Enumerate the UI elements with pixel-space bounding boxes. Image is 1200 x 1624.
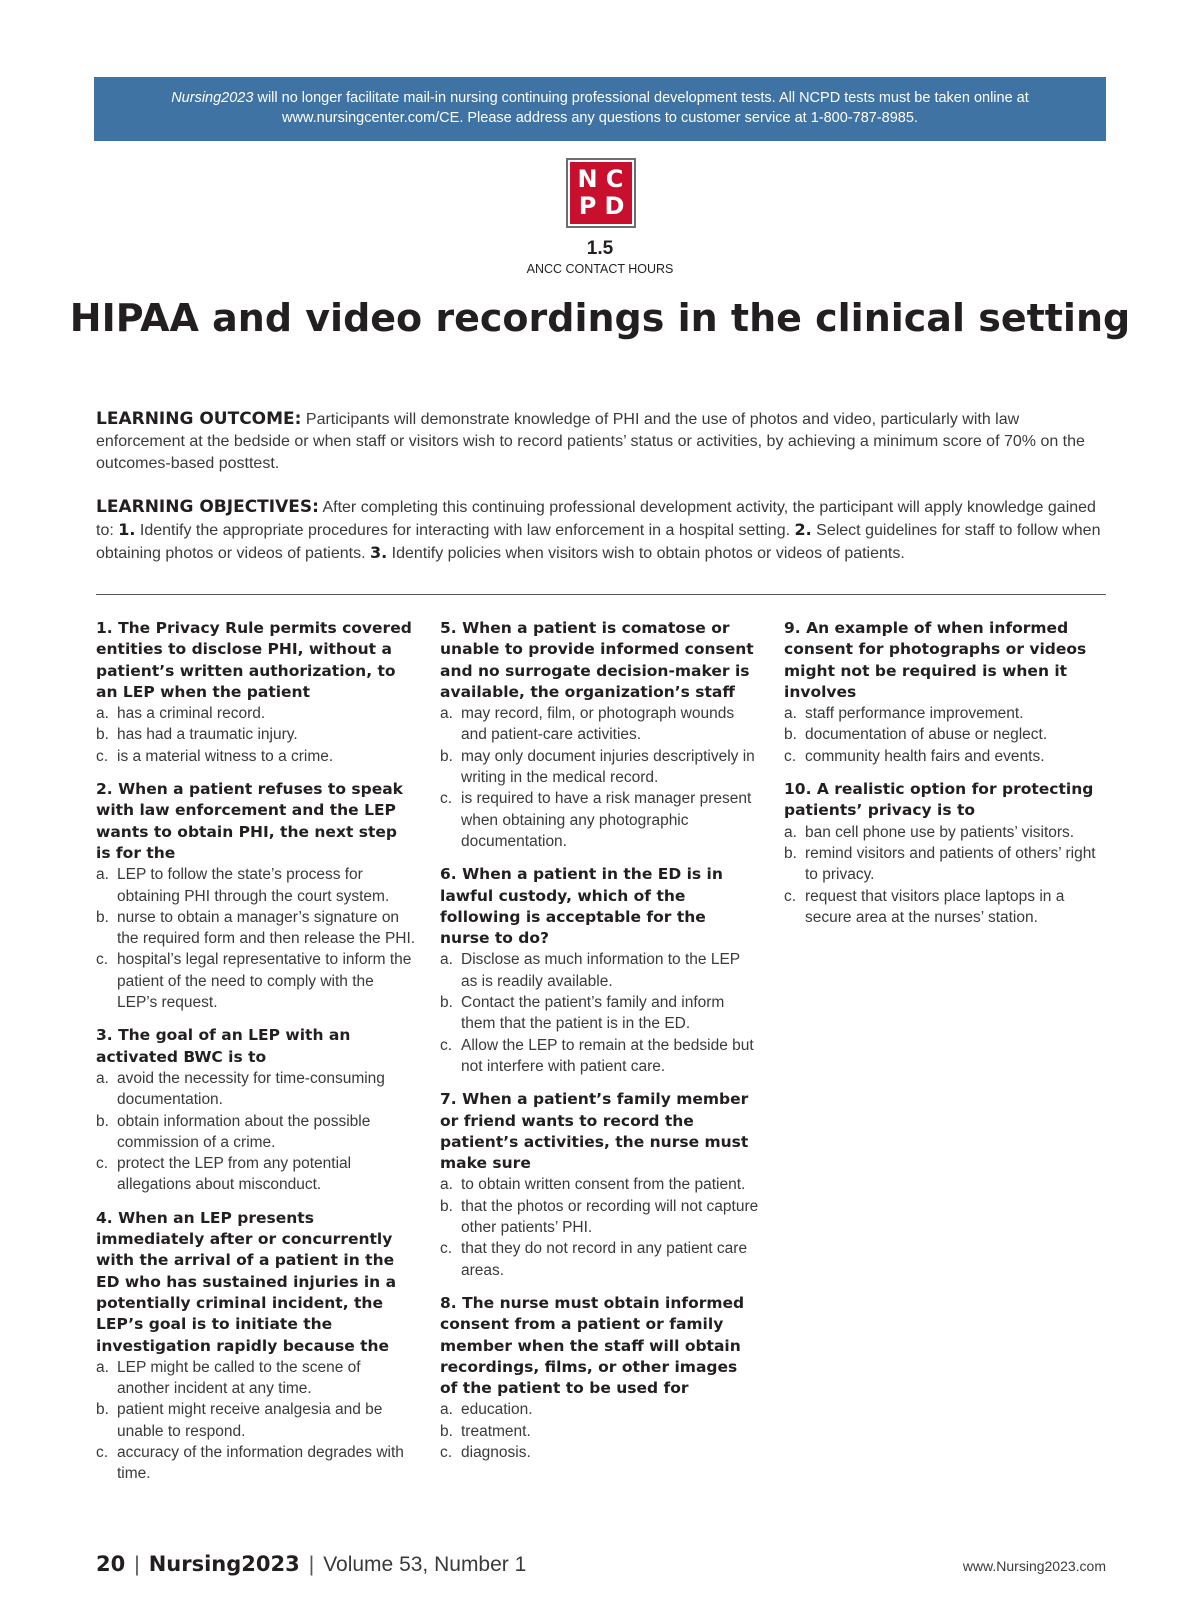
option-letter: c. xyxy=(440,1036,453,1054)
notice-magazine-name: Nursing2023 xyxy=(171,90,254,106)
option-text: request that visitors place laptops in a secure area at the nurses’ station. xyxy=(805,887,1065,926)
option-text: education. xyxy=(461,1401,533,1419)
question-stem: 9. An example of when informed consent for photographs or videos might not be required is when it involves xyxy=(784,619,1087,701)
option-text: is required to have a risk manager present when obtaining any photographic documentation. xyxy=(461,790,752,850)
option-letter: b. xyxy=(440,1197,453,1215)
option-letter: a. xyxy=(96,1069,109,1087)
option-letter: c. xyxy=(440,1240,453,1258)
answer-option xyxy=(784,703,1104,724)
questions-column-2 xyxy=(440,618,760,1475)
logo-letter-n: N xyxy=(577,165,598,193)
question xyxy=(96,1208,416,1485)
option-text: is a material witness to a crime. xyxy=(117,747,334,765)
answer-option xyxy=(440,703,760,746)
answer-option xyxy=(440,1035,760,1078)
contact-hours-label: ANCC CONTACT HOURS xyxy=(526,262,674,276)
question-stem: 8. The nurse must obtain informed consent from a patient or family member when the staff will obtain recordings, films, or other images of the patient to be used for xyxy=(440,1293,745,1398)
option-letter: b. xyxy=(96,726,109,744)
option-text: avoid the necessity for time-consuming documentation. xyxy=(117,1069,385,1109)
option-text: LEP might be called to the scene of another incident at any time. xyxy=(117,1358,361,1398)
questions-column-1 xyxy=(96,618,416,1497)
option-letter: a. xyxy=(96,1358,109,1376)
objective-number: 1. xyxy=(118,520,136,539)
option-text: community health fairs and events. xyxy=(805,747,1045,765)
answer-option xyxy=(96,1153,416,1196)
logo-letter-d: D xyxy=(604,192,625,220)
option-text: patient might receive analgesia and be unable to respond. xyxy=(117,1401,383,1440)
option-text: has had a traumatic injury. xyxy=(117,726,298,744)
answer-option xyxy=(96,907,416,950)
question xyxy=(96,618,416,767)
learning-objectives-intro: After completing this continuing professional development activity, the participant will apply knowledge gained to: xyxy=(96,499,1096,539)
option-letter: a. xyxy=(440,1176,453,1194)
learning-outcome-text: Participants will demonstrate knowledge of PHI and the use of photos and video, particularly with law enforcement at the bedside or when staff or visitors wish to record patients’ status or activities, by achieving a minimum score of 70% on the outcomes-based posttest. xyxy=(96,411,1085,472)
question-stem: 2. When a patient refuses to speak with law enforcement and the LEP wants to obtain PHI, the next step is for the xyxy=(96,780,403,862)
answer-option xyxy=(784,724,1104,745)
option-letter: c. xyxy=(784,747,797,765)
option-letter: a. xyxy=(784,823,797,841)
answer-option xyxy=(440,949,760,992)
option-letter: b. xyxy=(784,726,797,744)
question xyxy=(96,1025,416,1195)
question xyxy=(440,1293,760,1463)
option-text: that they do not record in any patient care areas. xyxy=(461,1240,748,1279)
option-text: hospital’s legal representative to inform the patient of the need to comply with the LEP’s request. xyxy=(117,951,412,1012)
notice-text: will no longer facilitate mail-in nursing continuing professional development tests. All NCPD tests must be taken online at xyxy=(253,90,1029,106)
option-letter: c. xyxy=(440,1443,453,1461)
option-text: obtain information about the possible commission of a crime. xyxy=(117,1112,371,1151)
objective-number: 2. xyxy=(794,520,812,539)
answer-option xyxy=(96,1357,416,1400)
option-text: treatment. xyxy=(461,1422,531,1440)
logo-letter-p: P xyxy=(578,192,597,220)
answer-option xyxy=(440,1399,760,1420)
answer-option xyxy=(440,1421,760,1442)
option-letter: c. xyxy=(96,1443,109,1461)
footer-separator: | xyxy=(308,1553,315,1576)
answer-option xyxy=(96,1068,416,1111)
magazine-name: Nursing2023 xyxy=(148,1552,300,1576)
option-letter: b. xyxy=(96,908,109,926)
option-text: that the photos or recording will not capture other patients’ PHI. xyxy=(461,1197,759,1237)
volume-info: Volume 53, Number 1 xyxy=(323,1553,527,1576)
option-text: ban cell phone use by patients’ visitors. xyxy=(805,823,1075,841)
option-letter: c. xyxy=(96,747,109,765)
option-text: staff performance improvement. xyxy=(805,705,1024,723)
option-letter: a. xyxy=(784,705,797,723)
ncpd-logo xyxy=(566,158,636,228)
question xyxy=(440,864,760,1077)
footer-separator: | xyxy=(134,1553,140,1576)
footer-website: www.Nursing2023.com xyxy=(962,1558,1106,1574)
answer-option xyxy=(440,788,760,852)
page-title: HIPAA and video recordings in the clinical setting xyxy=(69,296,1131,340)
notice-banner xyxy=(94,77,1106,141)
option-text: Contact the patient’s family and inform them that the patient is in the ED. xyxy=(461,994,725,1033)
question-stem: 7. When a patient’s family member or friend wants to record the patient’s activities, the nurse must make sure xyxy=(440,1090,749,1173)
option-text: documentation of abuse or neglect. xyxy=(805,726,1048,744)
option-letter: a. xyxy=(440,1401,453,1419)
objective-text: Identify policies when visitors wish to obtain photos or videos of patients. xyxy=(387,545,905,562)
answer-option xyxy=(440,1196,760,1239)
answer-option xyxy=(96,864,416,907)
section-divider xyxy=(96,594,1106,595)
option-text: nurse to obtain a manager’s signature on the required form and then release the PHI. xyxy=(117,908,416,948)
objective-text: Identify the appropriate procedures for interacting with law enforcement in a hospital setting. xyxy=(135,522,795,539)
learning-outcome xyxy=(96,408,1106,475)
option-text: diagnosis. xyxy=(461,1443,531,1461)
notice-line-2: www.nursingcenter.com/CE. Please address any questions to customer service at 1-800-787-8985. xyxy=(282,110,918,126)
question-stem: 10. A realistic option for protecting patients’ privacy is to xyxy=(784,780,1094,820)
answer-option xyxy=(784,746,1104,767)
answer-option xyxy=(784,886,1104,929)
answer-option xyxy=(96,1111,416,1154)
answer-option xyxy=(440,746,760,789)
option-text: LEP to follow the state’s process for obtaining PHI through the court system. xyxy=(117,866,390,905)
option-letter: c. xyxy=(784,887,797,905)
option-text: Disclose as much information to the LEP as is readily available. xyxy=(461,951,740,990)
question xyxy=(440,618,760,852)
option-text: protect the LEP from any potential allegations about misconduct. xyxy=(117,1155,352,1194)
option-letter: c. xyxy=(96,951,109,969)
logo-letter-c: C xyxy=(605,165,624,193)
objective-text: Select guidelines for staff to follow when obtaining photos or videos of patients. xyxy=(96,522,1101,562)
answer-option xyxy=(784,822,1104,843)
option-letter: a. xyxy=(440,951,453,969)
question xyxy=(784,618,1104,767)
option-letter: b. xyxy=(96,1401,109,1419)
option-text: has a criminal record. xyxy=(117,705,266,723)
option-letter: b. xyxy=(440,747,453,765)
objective-number: 3. xyxy=(369,543,388,562)
option-letter: c. xyxy=(96,1155,109,1173)
learning-objectives xyxy=(96,496,1106,565)
answer-option xyxy=(440,1442,760,1463)
answer-option xyxy=(96,1442,416,1485)
answer-option xyxy=(96,746,416,767)
question-stem: 5. When a patient is comatose or unable to provide informed consent and no surrogate decision-maker is available, the organization’s staff xyxy=(440,619,754,701)
answer-option xyxy=(440,992,760,1035)
answer-option xyxy=(96,1399,416,1442)
question-stem: 1. The Privacy Rule permits covered entities to disclose PHI, without a patient’s written authorization, to an LEP when the patient xyxy=(96,619,412,701)
page-number: 20 xyxy=(96,1552,126,1576)
question xyxy=(440,1089,760,1281)
answer-option xyxy=(96,949,416,1013)
option-letter: b. xyxy=(784,844,797,862)
option-letter: b. xyxy=(440,1422,453,1440)
option-text: may only document injuries descriptively in writing in the medical record. xyxy=(461,747,755,787)
page-footer xyxy=(96,1551,526,1578)
option-letter: b. xyxy=(440,994,453,1012)
question-stem: 4. When an LEP presents immediately after or concurrently with the arrival of a patient in the ED who has sustained injuries in a potentially criminal incident, the LEP’s goal is to initiate the investigation rapidly because the xyxy=(96,1208,397,1355)
option-letter: a. xyxy=(440,705,453,723)
answer-option xyxy=(96,724,416,745)
option-text: remind visitors and patients of others’ right to privacy. xyxy=(805,844,1096,884)
answer-option xyxy=(784,843,1104,886)
question-stem: 3. The goal of an LEP with an activated BWC is to xyxy=(96,1026,351,1066)
option-letter: a. xyxy=(96,866,109,884)
learning-objectives-label: LEARNING OBJECTIVES: xyxy=(96,497,319,517)
answer-option xyxy=(440,1238,760,1281)
option-text: Allow the LEP to remain at the bedside but not interfere with patient care. xyxy=(461,1036,754,1075)
option-letter: b. xyxy=(96,1112,109,1130)
option-letter: c. xyxy=(440,790,453,808)
answer-option xyxy=(440,1174,760,1195)
option-text: may record, film, or photograph wounds and patient-care activities. xyxy=(461,705,735,744)
questions-column-3 xyxy=(784,618,1104,940)
contact-hours-value: 1.5 xyxy=(586,238,614,259)
question xyxy=(96,779,416,1013)
answer-option xyxy=(96,703,416,724)
notice-line-1 xyxy=(94,88,1106,108)
learning-outcome-label: LEARNING OUTCOME: xyxy=(96,409,302,429)
option-letter: a. xyxy=(96,705,109,723)
option-text: accuracy of the information degrades with time. xyxy=(117,1443,404,1483)
question-stem: 6. When a patient in the ED is in lawful custody, which of the following is acceptable for the nurse to do? xyxy=(440,865,723,948)
option-text: to obtain written consent from the patient. xyxy=(461,1176,746,1194)
question xyxy=(784,779,1104,928)
